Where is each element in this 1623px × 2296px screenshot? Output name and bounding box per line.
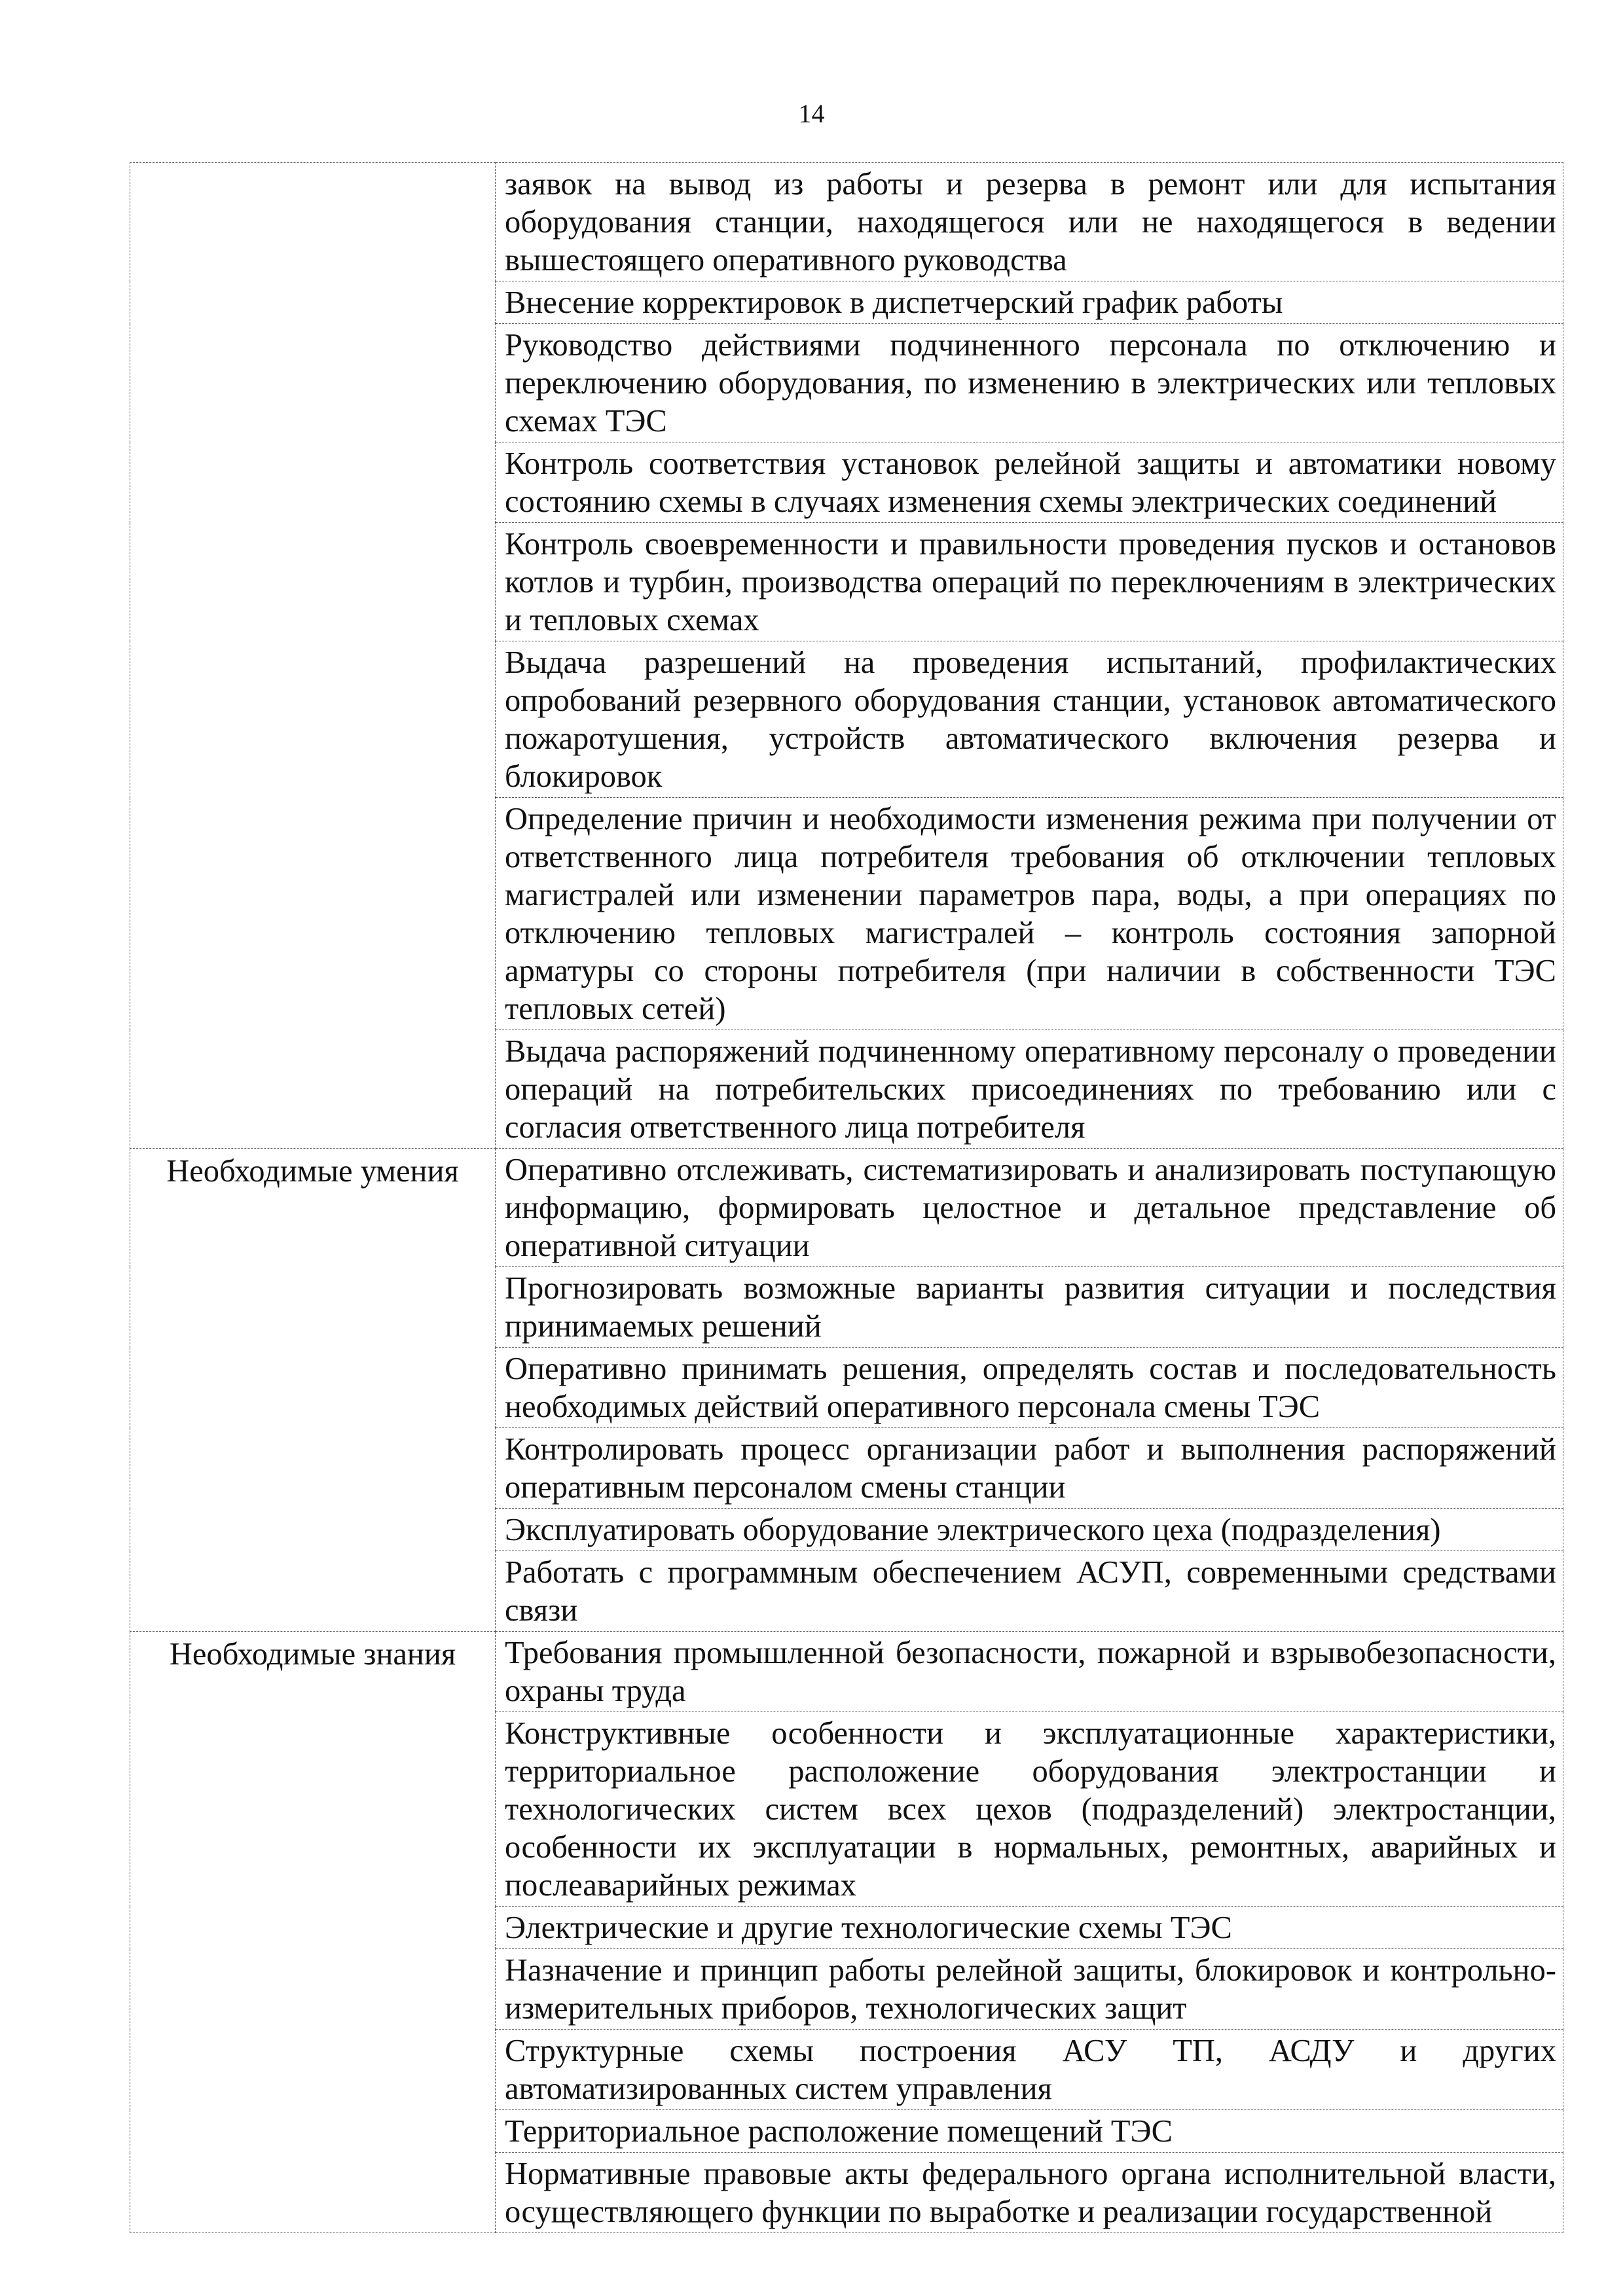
row-text: Территориальное расположение помещений ТЭС <box>496 2110 1563 2153</box>
row-text: Контролировать процесс организации работ и выполнения распоряжений оперативным персоналом смены станции <box>496 1428 1563 1509</box>
row-text: Прогнозировать возможные варианты развития ситуации и последствия принимаемых решений <box>496 1267 1563 1348</box>
row-text: Контроль своевременности и правильности проведения пусков и остановов котлов и турбин, производства операций по переключениям в электрических и тепловых схемах <box>496 523 1563 641</box>
row-text: Конструктивные особенности и эксплуатационные характеристики, территориальное расположение оборудования электростанции и технологических систем всех цехов (подразделений) электростанции, особенности их эксплуатации в нормальных, ремонтных, аварийных и послеаварийных режимах <box>496 1712 1563 1907</box>
row-text: Нормативные правовые акты федерального органа исполнительной власти, осуществляющего функции по выработке и реализации государственной <box>496 2153 1563 2233</box>
row-text: Оперативно принимать решения, определять состав и последовательность необходимых действий оперативного персонала смены ТЭС <box>496 1348 1563 1428</box>
row-text: Выдача разрешений на проведения испытаний, профилактических опробований резервного оборудования станции, установок автоматического пожаротушения, устройств автоматического включения резерва и блокировок <box>496 641 1563 798</box>
row-text: Выдача распоряжений подчиненному оперативному персоналу о проведении операций на потребительских присоединениях по требованию или с согласия ответственного лица потребителя <box>496 1030 1563 1149</box>
row-text: Электрические и другие технологические схемы ТЭС <box>496 1907 1563 1949</box>
row-text: Эксплуатировать оборудование электрического цеха (подразделения) <box>496 1509 1563 1551</box>
row-text: Оперативно отслеживать, систематизировать и анализировать поступающую информацию, формировать целостное и детальное представление об оперативной ситуации <box>496 1149 1563 1267</box>
page-number: 14 <box>798 99 825 128</box>
requirements-table <box>130 162 1563 2233</box>
row-label <box>130 163 496 1149</box>
table-row <box>130 1632 1563 1712</box>
row-text: Определение причин и необходимости изменения режима при получении от ответственного лица потребителя требования об отключении тепловых магистралей или изменении параметров пара, воды, а при операциях по отключению тепловых магистралей – контроль состояния запорной арматуры со стороны потребителя (при наличии в собственности ТЭС тепловых сетей) <box>496 798 1563 1030</box>
skills-label: Необходимые умения <box>130 1149 496 1632</box>
row-text: Внесение корректировок в диспетчерский график работы <box>496 281 1563 324</box>
row-text: Требования промышленной безопасности, пожарной и взрывобезопасности, охраны труда <box>496 1632 1563 1712</box>
knowledge-label: Необходимые знания <box>130 1632 496 2233</box>
row-text: заявок на вывод из работы и резерва в ремонт или для испытания оборудования станции, находящегося или не находящегося в ведении вышестоящего оперативного руководства <box>496 163 1563 281</box>
row-text: Работать с программным обеспечением АСУП, современными средствами связи <box>496 1551 1563 1632</box>
row-text: Структурные схемы построения АСУ ТП, АСДУ и других автоматизированных систем управления <box>496 2030 1563 2110</box>
table-row <box>130 1149 1563 1267</box>
table-row <box>130 163 1563 281</box>
row-text: Назначение и принцип работы релейной защиты, блокировок и контрольно-измерительных приборов, технологических защит <box>496 1949 1563 2030</box>
row-text: Руководство действиями подчиненного персонала по отключению и переключению оборудования, по изменению в электрических или тепловых схемах ТЭС <box>496 324 1563 442</box>
row-text: Контроль соответствия установок релейной защиты и автоматики новому состоянию схемы в случаях изменения схемы электрических соединений <box>496 442 1563 523</box>
